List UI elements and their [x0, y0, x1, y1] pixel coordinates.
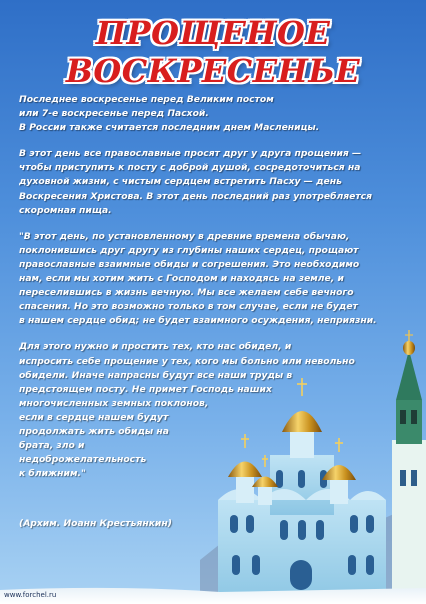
paragraph-4 [19, 340, 411, 481]
text-line: спасения. Но это возможно только в том случае, если не будет [19, 301, 358, 313]
text-line: чтобы приступить к посту с доброй душой, сосредоточиться на [19, 162, 361, 174]
text-line: духовной жизни, с чистым сердцем встретить Пасху — день [19, 176, 342, 188]
author-signature: (Архим. Иоанн Крестьянкин) [19, 518, 172, 529]
paragraph-2 [19, 147, 411, 217]
text-line: Воскресения Христова. В этот день последний раз употребляется [19, 190, 373, 202]
text-line: в нашем сердце обид; не будет взаимного осуждения, неприязни. [19, 315, 377, 327]
paragraph-1 [19, 93, 411, 135]
text-line: поклонившись друг другу из глубины наших сердец, прощают [19, 244, 359, 256]
text-line: предстоящем посту. Не примет Господь наших [19, 383, 272, 395]
text-line: или 7-е воскресенье перед Пасхой. [19, 108, 209, 120]
text-line: если в сердце нашем будут [19, 411, 169, 423]
text-line: В этот день все православные просят друг у друга прощения — [19, 148, 362, 160]
text-line: переселившись в жизнь вечную. Мы все желаем себе вечного [19, 287, 354, 299]
text-line: православные взаимные обиды и согрешения. Это необходимо [19, 258, 360, 270]
paragraph-3 [19, 230, 411, 329]
poster-title: ПРОЩЕНОЕ ВОСКРЕСЕНЬЕ [65, 14, 361, 90]
text-line: многочисленных земных поклонов, [19, 397, 209, 409]
text-line: скоромная пища. [19, 204, 112, 216]
text-line: В России также считается последним днем Масленицы. [19, 122, 320, 134]
text-line: обидели. Иначе напрасны будут все наши труды в [19, 369, 293, 381]
footer-url: www.forchel.ru [4, 591, 57, 599]
text-line: к ближним." [19, 468, 86, 480]
text-line: Последнее воскресенье перед Великим постом [19, 94, 274, 105]
poster-body [19, 93, 411, 481]
text-line: "В этот день, по установленному в древние времена обычаю, [19, 230, 350, 242]
text-line: недоброжелательность [19, 454, 147, 466]
text-line: нам, если мы хотим жить с Господом и находясь на земле, и [19, 273, 344, 285]
text-line: продолжать жить обиды на [19, 425, 169, 437]
text-line: брата, зло и [19, 440, 85, 452]
text-line: Для этого нужно и простить тех, кто нас обидел, и [19, 341, 292, 353]
text-line: испросить себе прощение у тех, кого мы больно или невольно [19, 355, 355, 367]
